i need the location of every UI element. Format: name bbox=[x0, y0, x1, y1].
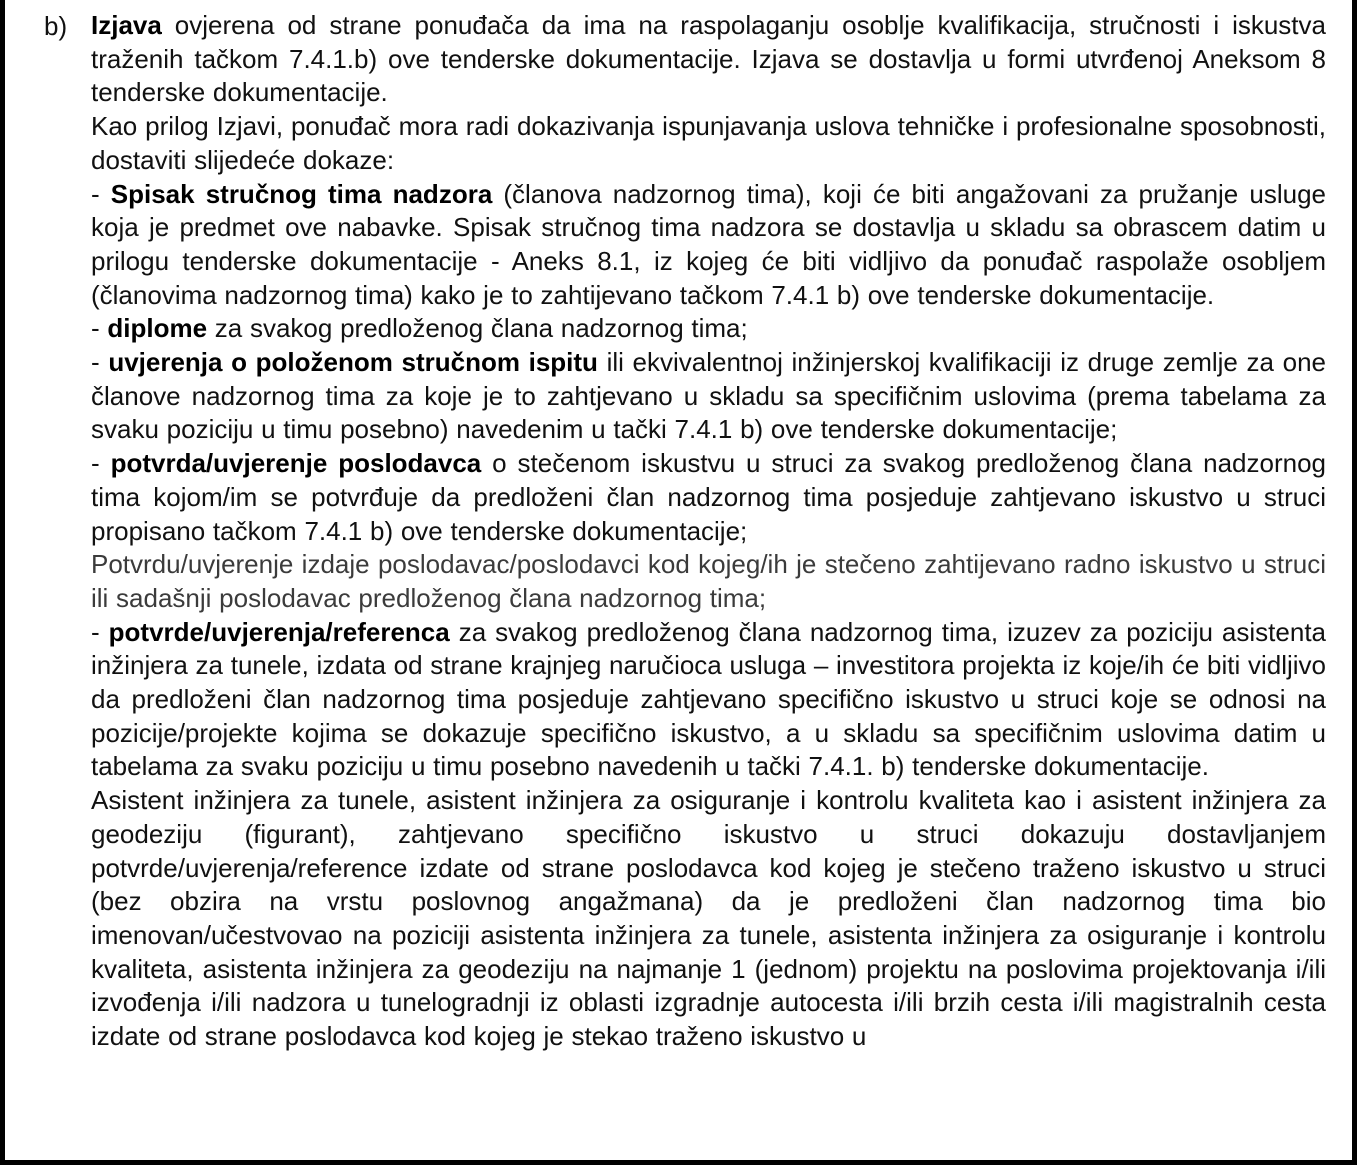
bullet-dash: - bbox=[91, 448, 111, 479]
bullet-spisak-tima bbox=[91, 178, 1326, 313]
paragraph-text: o stečenom iskustvu u struci za svakog predloženog člana nadzornog tima kojom/im se potvrđuje da predloženi član nadzornog tima posjeduje zahtjevano iskustvo u struci propisano tačkom 7.4.1 b) ove tenderske dokumentacije; bbox=[91, 448, 1327, 546]
document-page bbox=[5, 0, 1352, 1160]
bullet-dash: - bbox=[91, 178, 111, 209]
bold-term: uvjerenja o položenom stručnom ispitu bbox=[108, 347, 598, 378]
bold-term: diplome bbox=[107, 313, 208, 344]
paragraph-prilog-intro bbox=[91, 110, 1326, 177]
paragraph-text: ovjerena od strane ponuđača da ima na raspolaganju osoblje kvalifikacija, stručnosti i iskustva traženih tačkom 7.4.1.b) ove tenderske dokumentacije. Izjava se dostavlja u formi utvrđenoj Aneksom 8 tenderske dokumentacije. bbox=[91, 10, 1326, 108]
paragraph-text: Asistent inžinjera za tunele, asistent inžinjera za osiguranje i kontrolu kvaliteta kao i asistent inžinjera za geodeziju (figurant), zahtjevano specifično iskustvo u struci dokazuju dostavljanjem potvrde/uvjerenja/reference izdate od strane poslodavca kod kojeg je stečeno traženo iskustvo u struci (bez obzira na vrstu poslovnog angažmana) da je predloženi član nadzornog tima bio imenovan/učestvovao na poziciji asistenta inžinjera za tunele, asistenta inžinjera za osiguranje i kontrolu kvaliteta, asistenta inžinjera za geodeziju na najmanje 1 (jednom) projektu na poslovima projektovanja i/ili izvođenja i/ili nadzora u tunelogradnji iz oblasti izgradnje autocesta i/ili brzih cesta i/ili magistralnih cesta izdate od strane poslodavca kod kojeg je stekao traženo iskustvo u bbox=[91, 785, 1326, 1052]
paragraph-potvrdu-izdaje bbox=[91, 548, 1326, 615]
bullet-potvrde-reference bbox=[91, 616, 1326, 785]
paragraph-text: Kao prilog Izjavi, ponuđač mora radi dokazivanja ispunjavanja uslova tehničke i profesionalne sposobnosti, dostaviti slijedeće dokaze: bbox=[91, 111, 1326, 175]
section-content bbox=[91, 9, 1326, 1054]
paragraph-text: za svakog predloženog člana nadzornog tima; bbox=[207, 313, 748, 344]
list-marker: b) bbox=[44, 11, 68, 41]
bold-term: potvrde/uvjerenja/referenca bbox=[108, 616, 450, 647]
bold-term: potvrda/uvjerenje poslodavca bbox=[110, 448, 482, 479]
paragraph-text: Potvrdu/uvjerenje izdaje poslodavac/poslodavci kod kojeg/ih je stečeno zahtijevano radno iskustvo u struci ili sadašnji poslodavac predloženog člana nadzornog tima; bbox=[91, 549, 1326, 613]
paragraph-asistent-inzinjera bbox=[91, 784, 1326, 1054]
bold-term: Izjava bbox=[91, 10, 162, 40]
paragraph-text: za svakog predloženog člana nadzornog tima, izuzev za poziciju asistenta inžinjera za tunele, izdata od strane krajnjeg naručioca usluga – investitora projekta iz koje/ih će biti vidljivo da predloženi član nadzornog tima posjeduje zahtjevano specifično iskustvo u struci koje se odnosi na pozicije/projekte kojima se dokazuje specifično iskustvo, a u skladu sa specifičnim uslovima datim u tabelama za svaku poziciju u timu posebno navedenih u tački 7.4.1. b) tenderske dokumentacije. bbox=[91, 616, 1327, 782]
bullet-dash: - bbox=[91, 616, 109, 647]
bold-term: Spisak stručnog tima nadzora bbox=[110, 178, 493, 209]
bullet-dash: - bbox=[91, 313, 108, 344]
paragraph-text: (članova nadzornog tima), koji će biti angažovani za pružanje usluge koja je predmet ove nabavke. Spisak stručnog tima nadzora se dostavlja u skladu sa obrascem datim u prilogu tenderske dokumentacije - Aneks 8.1, iz kojeg će biti vidljivo da ponuđač raspolaže osobljem (članovima nadzornog tima) kako je to zahtijevano tačkom 7.4.1 b) ove tenderske dokumentacije. bbox=[91, 178, 1326, 310]
bullet-diplome bbox=[91, 312, 1326, 346]
bullet-dash: - bbox=[91, 347, 109, 378]
bullet-potvrda-poslodavca bbox=[91, 447, 1326, 548]
bullet-uvjerenja-ispit bbox=[91, 346, 1326, 447]
paragraph-text: ili ekvivalentnoj inžinjerskoj kvalifikaciji iz druge zemlje za one članove nadzornog tima za koje je to zahtjevano u skladu sa specifičnim uslovima (prema tabelama za svaku poziciju u timu posebno) navedenim u tački 7.4.1 b) ove tenderske dokumentacije; bbox=[91, 347, 1326, 445]
paragraph-izjava bbox=[91, 9, 1326, 110]
